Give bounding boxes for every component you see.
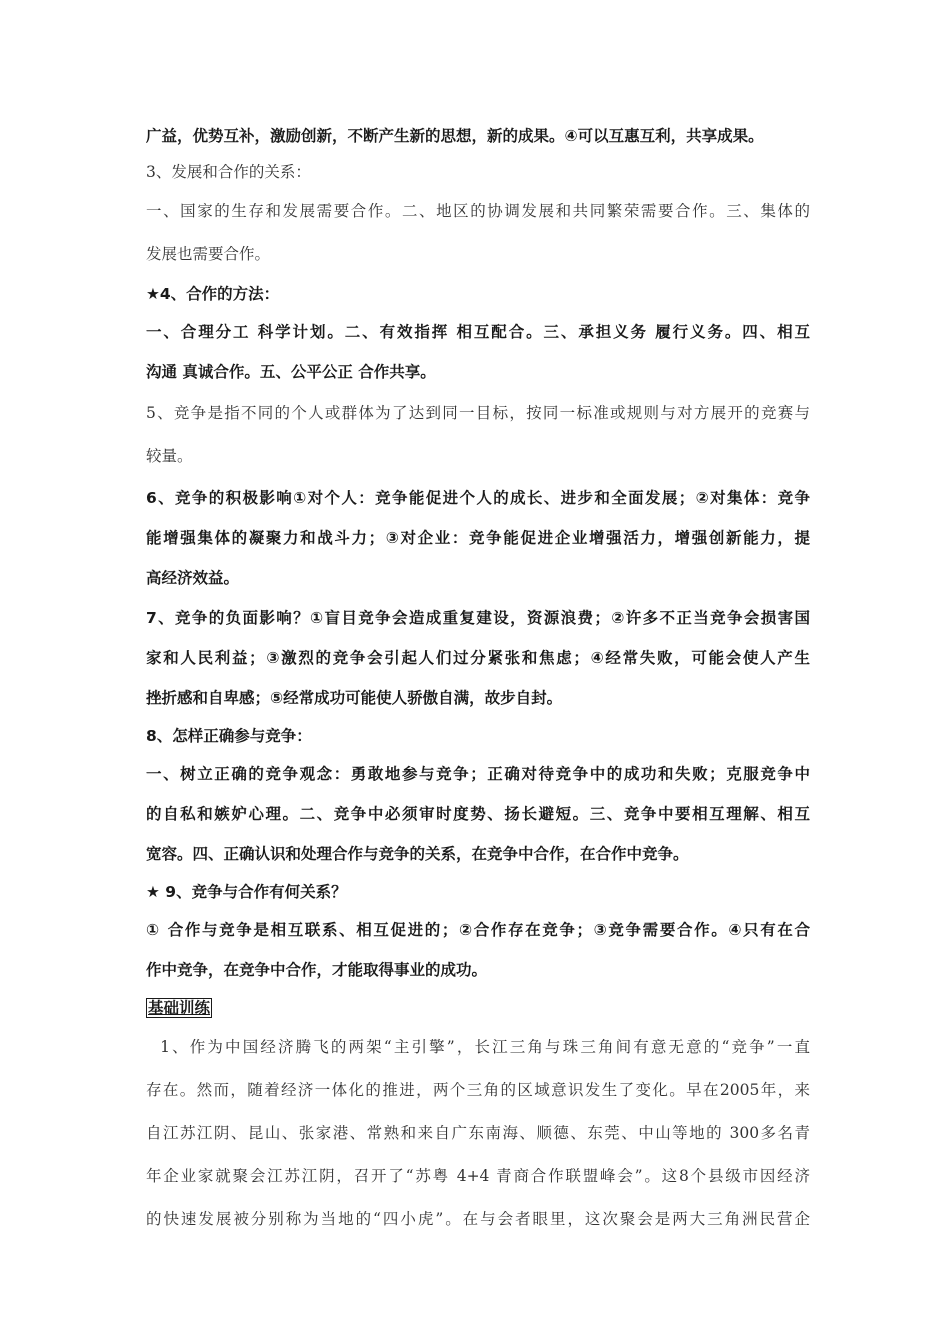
text-line: 挫折感和自卑感；⑤经常成功可能使人骄傲自满，故步自封。: [146, 689, 563, 707]
text-line: 存在。然而，随着经济一体化的推进，两个三角的区域意识发生了变化。早在2005年，来: [146, 1081, 810, 1099]
section-heading: 8、怎样正确参与竞争：: [146, 727, 312, 745]
text-line: 6、竞争的积极影响①对个人：竞争能促进个人的成长、进步和全面发展；②对集体：竞争: [146, 489, 810, 507]
text-line: 发展也需要合作。: [146, 245, 271, 263]
section-heading: ★4、合作的方法：: [146, 285, 280, 303]
document-page: [146, 118, 810, 1241]
text-line: 能增强集体的凝聚力和战斗力；③对企业：竞争能促进企业增强活力，增强创新能力，提: [146, 529, 810, 547]
text-line: 一、国家的生存和发展需要合作。二、地区的协调发展和共同繁荣需要合作。三、集体的: [146, 202, 810, 220]
text-line: 广益，优势互补，激励创新，不断产生新的思想，新的成果。④可以互惠互利，共享成果。: [146, 127, 764, 145]
text-line: 5、竞争是指不同的个人或群体为了达到同一目标，按同一标准或规则与对方展开的竞赛与: [146, 404, 810, 422]
section-title-row: [146, 990, 810, 1026]
text-line: 一、合理分工 科学计划。二、有效指挥 相互配合。三、承担义务 履行义务。四、相互: [146, 323, 810, 341]
text-line: 一、树立正确的竞争观念：勇敢地参与竞争；正确对待竞争中的成功和失败；克服竞争中: [146, 765, 810, 783]
text-line: 高经济效益。: [146, 569, 240, 587]
text-line: 家和人民利益；③激烈的竞争会引起人们过分紧张和焦虑；④经常失败，可能会使人产生: [146, 649, 810, 667]
text-line: 3、发展和合作的关系：: [146, 163, 311, 181]
text-line: 1、作为中国经济腾飞的两架“主引擎”，长江三角与珠三角间有意无意的“竞争”一直: [146, 1038, 810, 1056]
section-title-basic-training: 基础训练: [148, 999, 211, 1017]
text-line: 较量。: [146, 447, 193, 465]
text-line: ① 合作与竞争是相互联系、相互促进的；②合作存在竞争；③竞争需要合作。④只有在合: [146, 921, 810, 939]
text-line: 的快速发展被分别称为当地的“四小虎”。在与会者眼里，这次聚会是两大三角洲民营企: [146, 1210, 810, 1228]
text-line: 年企业家就聚会江苏江阴，召开了“苏粤 4+4 青商合作联盟峰会”。这8个县级市因经济: [146, 1167, 810, 1185]
section-heading: ★ 9、竞争与合作有何关系？: [146, 883, 347, 901]
text-line: 沟通 真诚合作。五、公平公正 合作共享。: [146, 363, 436, 381]
text-line: 宽容。四、正确认识和处理合作与竞争的关系，在竞争中合作，在合作中竞争。: [146, 845, 689, 863]
text-line: 的自私和嫉妒心理。二、竞争中必须审时度势、扬长避短。三、竞争中要相互理解、相互: [146, 805, 810, 823]
text-line: 作中竞争，在竞争中合作，才能取得事业的成功。: [146, 961, 488, 979]
text-line: 自江苏江阴、昆山、张家港、常熟和来自广东南海、顺德、东莞、中山等地的 300多名青: [146, 1124, 810, 1142]
text-line: 7、竞争的负面影响？①盲目竞争会造成重复建设，资源浪费；②许多不正当竞争会损害国: [146, 609, 810, 627]
